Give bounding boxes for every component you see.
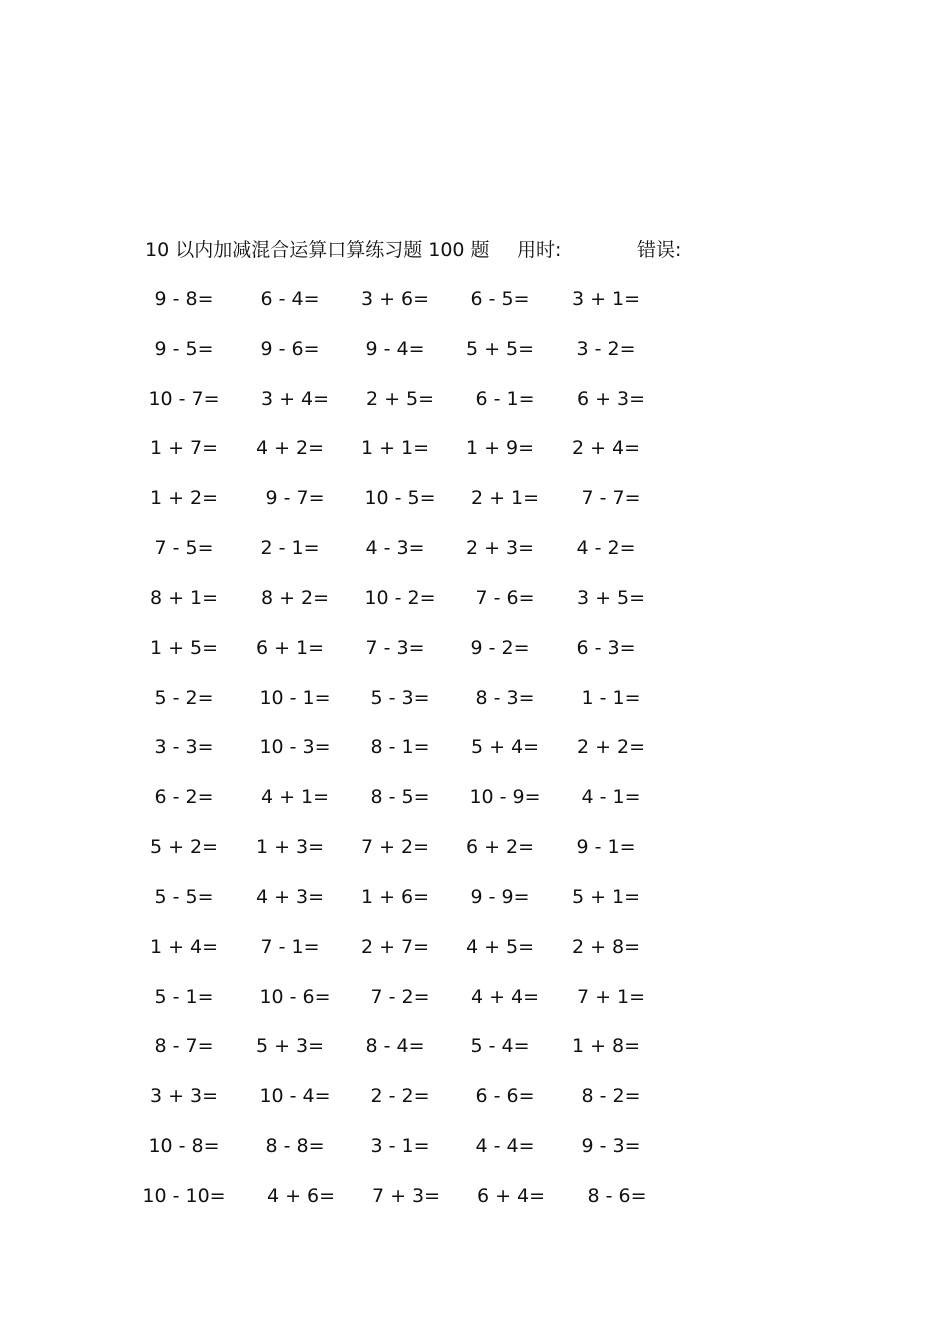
- problem-item: 4 + 5=: [465, 935, 535, 958]
- problem-item: 5 + 3=: [255, 1035, 325, 1058]
- problem-row: [0, 683, 950, 733]
- problem-item: 6 - 2=: [154, 786, 214, 809]
- problem-item: 2 + 4=: [571, 437, 641, 460]
- problem-item: 1 - 1=: [581, 686, 641, 709]
- problem-item: 10 - 7=: [148, 387, 220, 410]
- problem-item: 6 + 4=: [476, 1184, 546, 1207]
- problem-row: [0, 483, 950, 533]
- problem-item: 7 + 3=: [371, 1184, 441, 1207]
- problem-row: [0, 334, 950, 384]
- problem-item: 3 + 4=: [260, 387, 330, 410]
- problem-item: 8 - 5=: [370, 786, 430, 809]
- problem-item: 6 - 3=: [576, 636, 636, 659]
- problem-item: 9 - 7=: [265, 487, 325, 510]
- problem-item: 1 + 4=: [149, 935, 219, 958]
- problem-item: 2 - 2=: [370, 1085, 430, 1108]
- worksheet-header: [145, 236, 765, 264]
- problem-item: 4 - 2=: [576, 537, 636, 560]
- problem-item: 6 + 1=: [255, 636, 325, 659]
- problem-item: 6 - 6=: [475, 1085, 535, 1108]
- problem-item: 3 - 3=: [154, 736, 214, 759]
- problem-item: 3 + 6=: [360, 288, 430, 310]
- problem-item: 1 + 9=: [465, 437, 535, 460]
- problem-item: 6 - 4=: [260, 288, 320, 310]
- problem-item: 7 - 6=: [475, 586, 535, 609]
- problem-row: [0, 1031, 950, 1081]
- problem-item: 6 + 2=: [465, 836, 535, 859]
- problem-item: 9 - 2=: [470, 636, 530, 659]
- problem-item: 8 - 4=: [365, 1035, 425, 1058]
- problem-item: 7 - 7=: [581, 487, 641, 510]
- problem-item: 4 - 4=: [475, 1135, 535, 1158]
- problem-item: 10 - 3=: [259, 736, 331, 759]
- problem-item: 10 - 2=: [364, 586, 436, 609]
- problem-row: [0, 533, 950, 583]
- problem-item: 10 - 9=: [469, 786, 541, 809]
- worksheet-title: 10 以内加减混合运算口算练习题 100 题: [145, 239, 490, 261]
- problem-row: [0, 1181, 950, 1231]
- problem-item: 10 - 6=: [259, 985, 331, 1008]
- problem-item: 8 - 6=: [587, 1184, 647, 1207]
- problem-row: [0, 583, 950, 633]
- problem-item: 1 + 1=: [360, 437, 430, 460]
- problem-row: [0, 384, 950, 434]
- problem-item: 7 - 5=: [154, 537, 214, 560]
- problem-item: 3 + 5=: [576, 586, 646, 609]
- problem-row: [0, 982, 950, 1032]
- problem-item: 2 + 2=: [576, 736, 646, 759]
- problem-row: [0, 932, 950, 982]
- problem-item: 7 + 2=: [360, 836, 430, 859]
- problem-row: [0, 832, 950, 882]
- problem-row: [0, 433, 950, 483]
- problem-item: 4 - 3=: [365, 537, 425, 560]
- problem-item: 5 - 2=: [154, 686, 214, 709]
- problem-item: 10 - 1=: [259, 686, 331, 709]
- problem-item: 8 - 2=: [581, 1085, 641, 1108]
- problem-item: 7 - 3=: [365, 636, 425, 659]
- problem-item: 5 + 1=: [571, 885, 641, 908]
- problem-item: 4 + 2=: [255, 437, 325, 460]
- problem-row: [0, 1131, 950, 1181]
- problem-item: 5 - 5=: [154, 885, 214, 908]
- problem-item: 1 + 5=: [149, 636, 219, 659]
- problem-item: 9 - 5=: [154, 337, 214, 360]
- problem-item: 8 + 2=: [260, 586, 330, 609]
- problem-item: 5 + 2=: [149, 836, 219, 859]
- problem-item: 6 - 1=: [475, 387, 535, 410]
- problem-item: 9 - 6=: [260, 337, 320, 360]
- problem-item: 10 - 4=: [259, 1085, 331, 1108]
- problem-item: 1 + 3=: [255, 836, 325, 859]
- problem-row: [0, 284, 950, 334]
- problem-row: [0, 732, 950, 782]
- problem-item: 1 + 6=: [360, 885, 430, 908]
- problem-item: 3 - 1=: [370, 1135, 430, 1158]
- problem-item: 4 + 1=: [260, 786, 330, 809]
- problem-item: 1 + 8=: [571, 1035, 641, 1058]
- problem-item: 1 + 7=: [149, 437, 219, 460]
- problem-item: 3 - 2=: [576, 337, 636, 360]
- problem-item: 9 - 9=: [470, 885, 530, 908]
- problem-item: 2 + 5=: [365, 387, 435, 410]
- problem-item: 8 - 7=: [154, 1035, 214, 1058]
- problem-item: 2 - 1=: [260, 537, 320, 560]
- problem-item: 5 + 5=: [465, 337, 535, 360]
- problem-item: 6 + 3=: [576, 387, 646, 410]
- problem-row: [0, 782, 950, 832]
- problem-item: 2 + 1=: [470, 487, 540, 510]
- problem-item: 10 - 8=: [148, 1135, 220, 1158]
- problem-item: 9 - 1=: [576, 836, 636, 859]
- problem-row: [0, 882, 950, 932]
- problem-item: 9 - 8=: [154, 288, 214, 310]
- problem-item: 9 - 4=: [365, 337, 425, 360]
- problem-item: 2 + 3=: [465, 537, 535, 560]
- problem-item: 8 - 3=: [475, 686, 535, 709]
- problem-item: 6 - 5=: [470, 288, 530, 310]
- problem-item: 4 + 4=: [470, 985, 540, 1008]
- problem-grid: [0, 284, 950, 1231]
- problem-item: 4 + 3=: [255, 885, 325, 908]
- problem-item: 5 - 4=: [470, 1035, 530, 1058]
- problem-item: 3 + 3=: [149, 1085, 219, 1108]
- problem-item: 4 + 6=: [266, 1184, 336, 1207]
- problem-item: 5 - 1=: [154, 985, 214, 1008]
- problem-row: [0, 633, 950, 683]
- problem-item: 7 + 1=: [576, 985, 646, 1008]
- problem-item: 7 - 2=: [370, 985, 430, 1008]
- problem-item: 7 - 1=: [260, 935, 320, 958]
- problem-row: [0, 1081, 950, 1131]
- problem-item: 3 + 1=: [571, 288, 641, 310]
- problem-item: 4 - 1=: [581, 786, 641, 809]
- problem-item: 5 + 4=: [470, 736, 540, 759]
- problem-item: 2 + 8=: [571, 935, 641, 958]
- problem-item: 10 - 5=: [364, 487, 436, 510]
- problem-item: 8 - 8=: [265, 1135, 325, 1158]
- problem-item: 10 - 10=: [142, 1184, 226, 1207]
- problem-item: 5 - 3=: [370, 686, 430, 709]
- problem-item: 8 - 1=: [370, 736, 430, 759]
- errors-label: 错误:: [637, 239, 682, 261]
- time-label: 用时:: [517, 239, 562, 261]
- problem-item: 9 - 3=: [581, 1135, 641, 1158]
- problem-item: 1 + 2=: [149, 487, 219, 510]
- problem-item: 8 + 1=: [149, 586, 219, 609]
- problem-item: 2 + 7=: [360, 935, 430, 958]
